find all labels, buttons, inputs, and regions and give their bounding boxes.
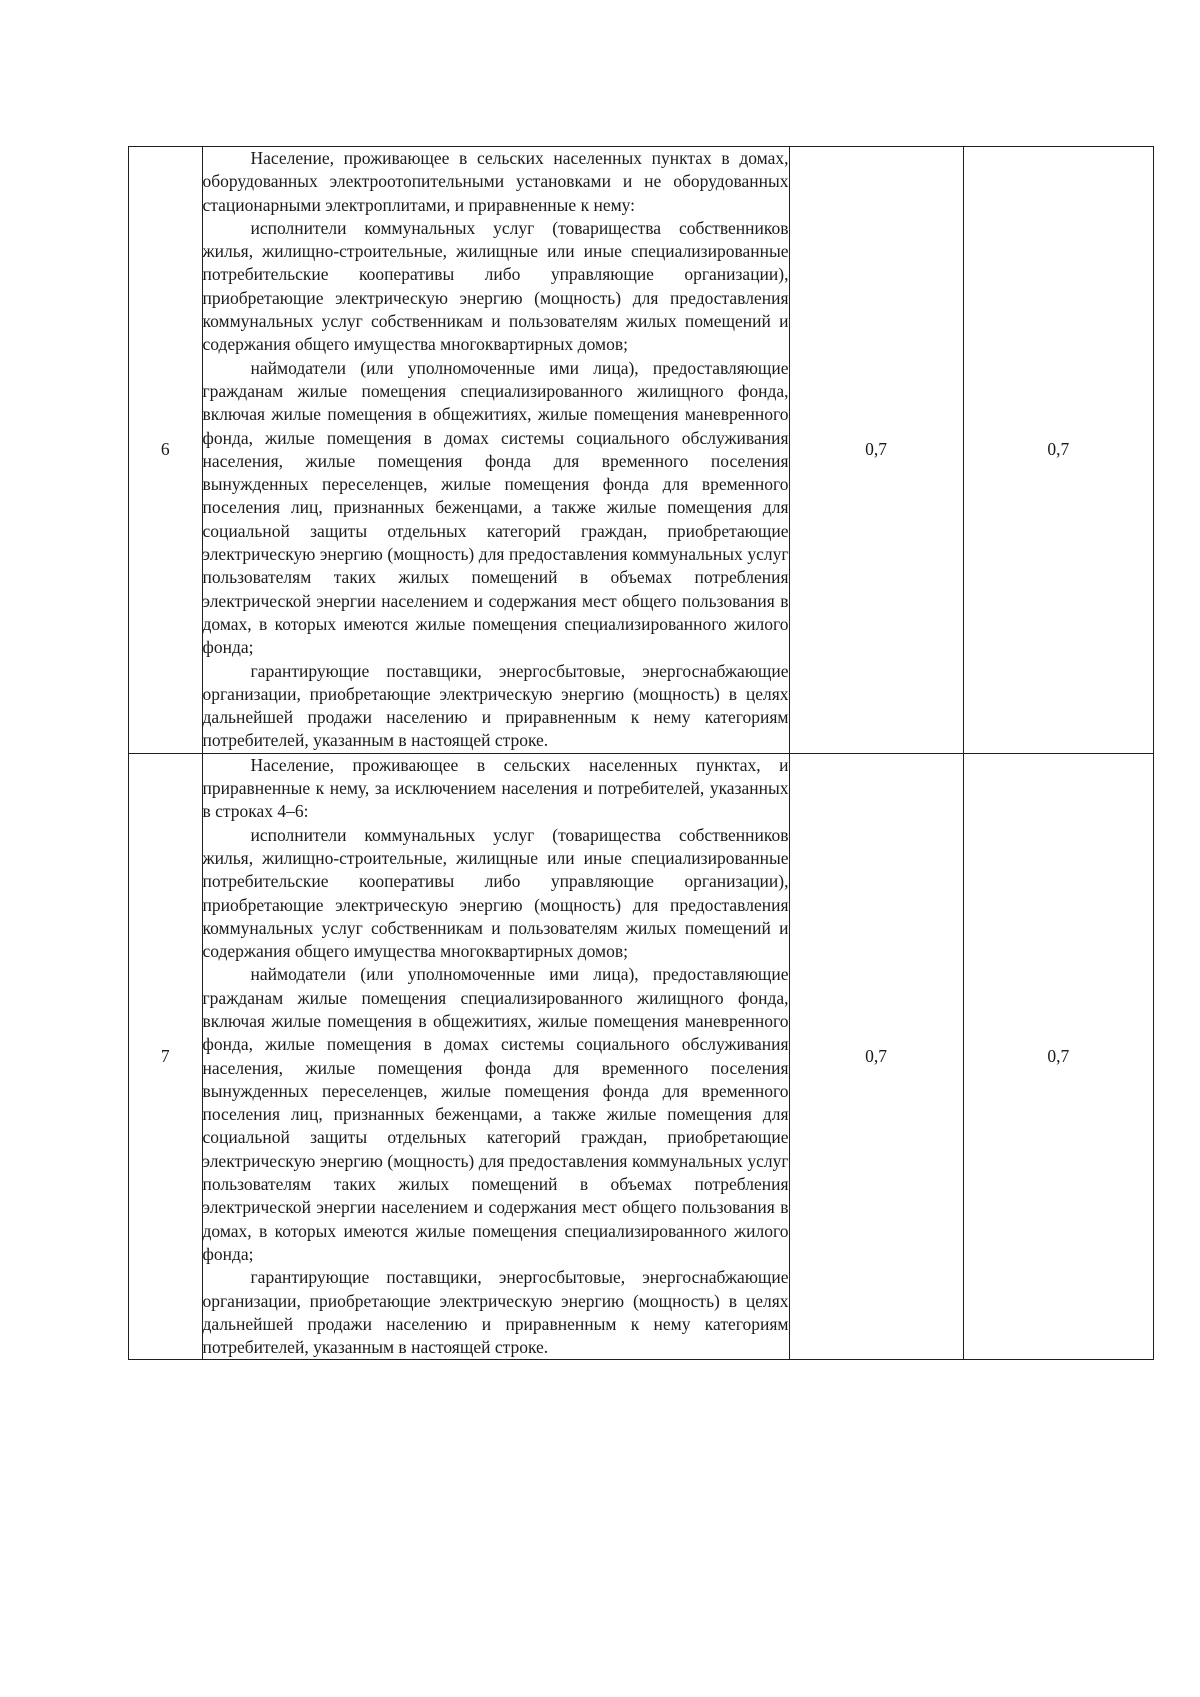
description-paragraph: гарантирующие поставщики, энергосбытовые, энергоснабжающие организации, приобретающие электрическую энергию (мощность) в целях дальнейшей продажи населению и приравненным к нему категориям потребителей, указанным в настоящей строке. — [202, 1267, 789, 1358]
row-description — [202, 753, 789, 1360]
row-description — [202, 147, 789, 754]
description-paragraph: исполнители коммунальных услуг (товарищества собственников жилья, жилищно-строительные, жилищные или иные специализированные потребительские кооперативы либо управляющие организации), приобретающие электрическую энергию (мощность) для предоставления коммунальных услуг собственникам и пользователям жилых помещений и содержания общего имущества многоквартирных домов; — [202, 824, 789, 962]
coefficient-value-2: 0,7 — [963, 753, 1153, 1360]
description-paragraph: наймодатели (или уполномоченные ими лица), предоставляющие гражданам жилые помещения специализированного жилищного фонда, включая жилые помещения в общежитиях, жилые помещения маневренного фонда, жилые помещения в домах системы социального обслуживания населения, жилые помещения фонда для временного поселения вынужденных переселенцев, жилые помещения фонда для временного поселения лиц, признанных беженцами, а также жилые помещения для социальной защиты отдельных категорий граждан, приобретающие электрическую энергию (мощность) для предоставления коммунальных услуг пользователям таких жилых помещений в объемах потребления электрической энергии населением и содержания мест общего пользования в домах, в которых имеются жилые помещения специализированного жилого фонда; — [202, 964, 789, 1264]
coefficient-value-2: 0,7 — [963, 147, 1153, 754]
table-row — [129, 753, 1154, 1360]
description-paragraph: Население, проживающее в сельских населенных пунктах в домах, оборудованных электроотопительными установками и не оборудованных стационарными электроплитами, и приравненные к нему: — [202, 148, 789, 215]
description-paragraph: наймодатели (или уполномоченные ими лица), предоставляющие гражданам жилые помещения специализированного жилищного фонда, включая жилые помещения в общежитиях, жилые помещения маневренного фонда, жилые помещения в домах системы социального обслуживания населения, жилые помещения фонда для временного поселения вынужденных переселенцев, жилые помещения фонда для временного поселения лиц, признанных беженцами, а также жилые помещения для социальной защиты отдельных категорий граждан, приобретающие электрическую энергию (мощность) для предоставления коммунальных услуг пользователям таких жилых помещений в объемах потребления электрической энергии населением и содержания мест общего пользования в домах, в которых имеются жилые помещения специализированного жилого фонда; — [202, 357, 789, 658]
row-number: 7 — [129, 753, 203, 1360]
description-paragraph: гарантирующие поставщики, энергосбытовые, энергоснабжающие организации, приобретающие электрическую энергию (мощность) в целях дальнейшей продажи населению и приравненным к нему категориям потребителей, указанным в настоящей строке. — [202, 660, 789, 751]
description-paragraph: Население, проживающее в сельских населенных пунктах, и приравненные к нему, за исключением населения и потребителей, указанных в строках 4–6: — [202, 754, 789, 822]
coefficient-value-1: 0,7 — [789, 753, 963, 1360]
table-row — [129, 147, 1154, 754]
description-paragraph: исполнители коммунальных услуг (товарищества собственников жилья, жилищно-строительные, жилищные или иные специализированные потребительские кооперативы либо управляющие организации), приобретающие электрическую энергию (мощность) для предоставления коммунальных услуг собственникам и пользователям жилых помещений и содержания общего имущества многоквартирных домов; — [202, 217, 789, 355]
tariff-table — [128, 146, 1154, 1360]
coefficient-value-1: 0,7 — [789, 147, 963, 754]
row-number: 6 — [129, 147, 203, 754]
